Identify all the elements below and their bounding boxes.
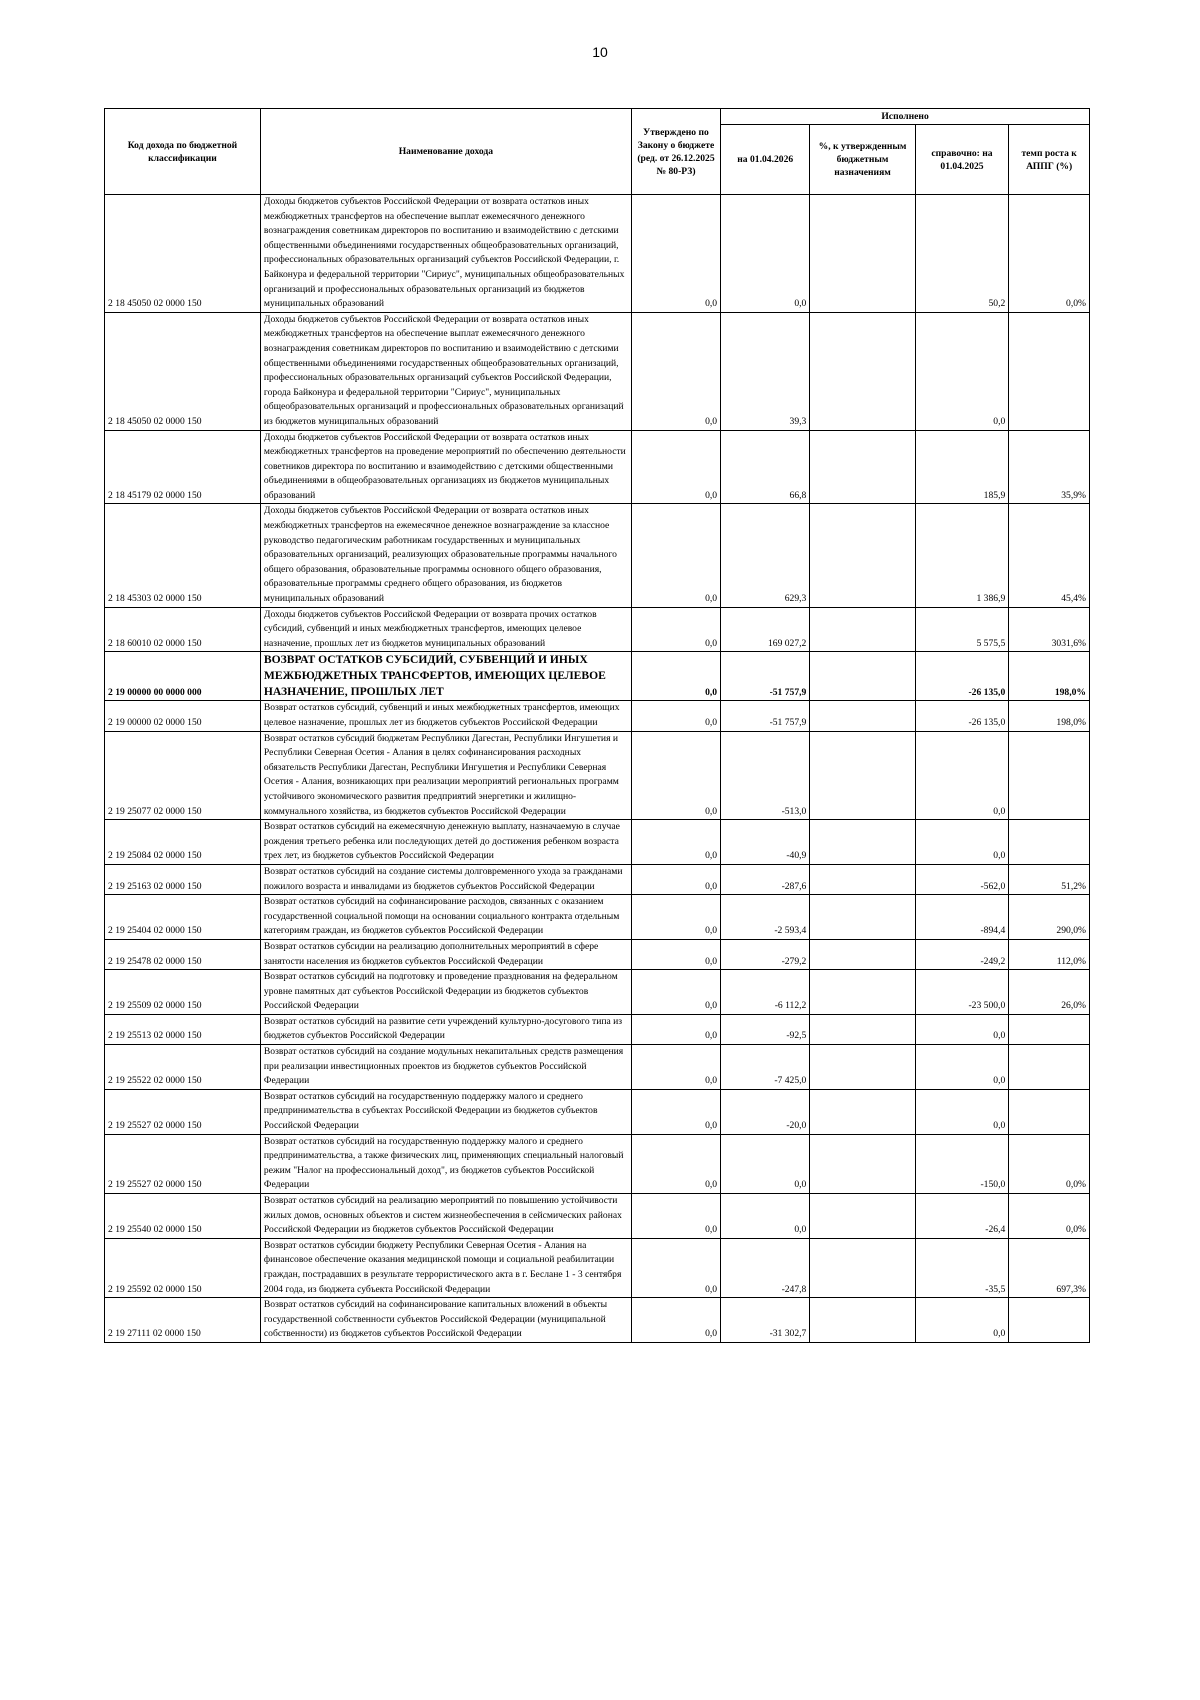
row-reference: -562,0 [915,864,1009,894]
row-pct [810,652,915,701]
row-pct [810,607,915,652]
row-name: Доходы бюджетов субъектов Российской Федерации от возврата остатков иных межбюджетных трансфертов на проведение мероприятий по обеспечению деятельности советников директора по воспитанию и взаимодействию с детскими общественными объединениями в общеобразовательных организациях из бюджетов муниципальных образований [260,430,631,504]
row-code: 2 19 25077 02 0000 150 [105,731,261,820]
header-name: Наименование дохода [260,109,631,195]
row-pct [810,701,915,731]
row-pct [810,430,915,504]
header-on-date: на 01.04.2026 [721,125,810,195]
row-growth: 0,0% [1009,1194,1090,1239]
row-approved: 0,0 [631,939,720,969]
header-pct-approved: %, к утвержденным бюджетным назначениям [810,125,915,195]
row-executed: -92,5 [721,1014,810,1044]
row-growth [1009,1014,1090,1044]
revenue-table [104,108,1090,1343]
header-reference: справочно: на 01.04.2025 [915,125,1009,195]
row-approved: 0,0 [631,1014,720,1044]
row-name: ВОЗВРАТ ОСТАТКОВ СУБСИДИЙ, СУБВЕНЦИЙ И ИНЫХ МЕЖБЮДЖЕТНЫХ ТРАНСФЕРТОВ, ИМЕЮЩИХ ЦЕЛЕВОЕ НАЗНАЧЕНИЕ, ПРОШЛЫХ ЛЕТ [260,652,631,701]
row-approved: 0,0 [631,1194,720,1239]
row-code: 2 19 25509 02 0000 150 [105,970,261,1015]
row-executed: -51 757,9 [721,652,810,701]
row-growth: 198,0% [1009,652,1090,701]
row-pct [810,195,915,313]
row-executed: -20,0 [721,1089,810,1134]
row-pct [810,1089,915,1134]
row-pct [810,1045,915,1090]
table-row [105,652,1090,701]
row-executed: 66,8 [721,430,810,504]
header-code: Код дохода по бюджетной классификации [105,109,261,195]
row-pct [810,939,915,969]
header-growth: темп роста к АППГ (%) [1009,125,1090,195]
row-reference: 185,9 [915,430,1009,504]
row-growth: 112,0% [1009,939,1090,969]
table-row [105,895,1090,940]
row-approved: 0,0 [631,970,720,1015]
table-row [105,607,1090,652]
row-reference: 0,0 [915,1045,1009,1090]
row-reference: 0,0 [915,1014,1009,1044]
table-row [105,970,1090,1015]
row-code: 2 19 25592 02 0000 150 [105,1238,261,1297]
row-code: 2 19 25084 02 0000 150 [105,820,261,865]
row-approved: 0,0 [631,1134,720,1193]
row-growth [1009,820,1090,865]
row-name: Возврат остатков субсидий бюджетам Республики Дагестан, Республики Ингушетия и Республики Северная Осетия - Алания в целях софинансирования расходных обязательств Республики Дагестан, Республики Ингушетия и Республики Северная Осетия - Алания, возникающих при реализации мероприятий региональных программ устойчивого экономического развития предприятий энергетики и жилищно-коммунального хозяйства, из бюджетов субъектов Российской Федерации [260,731,631,820]
row-code: 2 19 25522 02 0000 150 [105,1045,261,1090]
row-name: Возврат остатков субсидий на ежемесячную денежную выплату, назначаемую в случае рождения третьего ребенка или последующих детей до достижения ребенком возраста трех лет, из бюджетов субъектов Российской Федерации [260,820,631,865]
row-growth: 198,0% [1009,701,1090,731]
row-pct [810,1194,915,1239]
row-name: Возврат остатков субсидий на софинансирование расходов, связанных с оказанием государственной социальной помощи на основании социального контракта отдельным категориям граждан, из бюджетов субъектов Российской Федерации [260,895,631,940]
row-approved: 0,0 [631,504,720,607]
row-name: Возврат остатков субсидий на создание модульных некапитальных средств размещения при реализации инвестиционных проектов из бюджетов субъектов Российской Федерации [260,1045,631,1090]
table-row [105,1134,1090,1193]
table-row [105,820,1090,865]
table-row [105,864,1090,894]
row-reference: 0,0 [915,312,1009,430]
row-growth: 697,3% [1009,1238,1090,1297]
row-code: 2 19 25513 02 0000 150 [105,1014,261,1044]
row-approved: 0,0 [631,1238,720,1297]
table-header [105,109,1090,195]
row-approved: 0,0 [631,1089,720,1134]
row-growth [1009,1298,1090,1343]
row-reference: -249,2 [915,939,1009,969]
row-executed: -6 112,2 [721,970,810,1015]
row-pct [810,970,915,1015]
row-executed: -279,2 [721,939,810,969]
row-pct [810,1298,915,1343]
table-row [105,1089,1090,1134]
row-code: 2 18 45303 02 0000 150 [105,504,261,607]
row-approved: 0,0 [631,701,720,731]
row-name: Возврат остатков субсидий на софинансирование капитальных вложений в объекты государственной собственности субъектов Российской Федерации (муниципальной собственности) из бюджетов субъектов Российской Федерации [260,1298,631,1343]
row-reference: 0,0 [915,820,1009,865]
row-code: 2 18 45050 02 0000 150 [105,312,261,430]
row-pct [810,731,915,820]
row-code: 2 19 25527 02 0000 150 [105,1089,261,1134]
row-reference: 5 575,5 [915,607,1009,652]
row-reference: -894,4 [915,895,1009,940]
row-growth: 51,2% [1009,864,1090,894]
row-name: Возврат остатков субсидий на развитие сети учреждений культурно-досугового типа из бюджетов субъектов Российской Федерации [260,1014,631,1044]
row-executed: 0,0 [721,195,810,313]
row-reference: -35,5 [915,1238,1009,1297]
row-approved: 0,0 [631,607,720,652]
row-reference: -26,4 [915,1194,1009,1239]
header-executed-group: Исполнено [721,109,1090,125]
row-approved: 0,0 [631,1298,720,1343]
row-growth [1009,1089,1090,1134]
row-growth: 290,0% [1009,895,1090,940]
row-approved: 0,0 [631,820,720,865]
row-executed: -2 593,4 [721,895,810,940]
row-executed: -247,8 [721,1238,810,1297]
table-row [105,1045,1090,1090]
row-name: Доходы бюджетов субъектов Российской Федерации от возврата прочих остатков субсидий, субвенций и иных межбюджетных трансфертов, имеющих целевое назначение, прошлых лет из бюджетов муниципальных образований [260,607,631,652]
row-growth: 26,0% [1009,970,1090,1015]
row-name: Доходы бюджетов субъектов Российской Федерации от возврата остатков иных межбюджетных трансфертов на обеспечение выплат ежемесячного денежного вознаграждения советникам директоров по воспитанию и взаимодействию с детскими общественными объединениями государственных общеобразовательных организаций, профессиональных образовательных организаций субъектов Российской Федерации, города Байконура и федеральной территории "Сириус", муниципальных общеобразовательных организаций и профессиональных образовательных организаций из бюджетов муниципальных образований [260,312,631,430]
row-code: 2 19 25404 02 0000 150 [105,895,261,940]
row-approved: 0,0 [631,895,720,940]
row-name: Возврат остатков субсидий на государственную поддержку малого и среднего предпринимательства в субъектах Российской Федерации из бюджетов субъектов Российской Федерации [260,1089,631,1134]
row-pct [810,1134,915,1193]
table-row [105,1014,1090,1044]
row-reference: -23 500,0 [915,970,1009,1015]
row-code: 2 19 25163 02 0000 150 [105,864,261,894]
table-row [105,1194,1090,1239]
row-code: 2 19 27111 02 0000 150 [105,1298,261,1343]
row-pct [810,864,915,894]
row-growth: 0,0% [1009,1134,1090,1193]
row-code: 2 19 25527 02 0000 150 [105,1134,261,1193]
row-name: Возврат остатков субсидии бюджету Республики Северная Осетия - Алания на финансовое обеспечение оказания медицинской помощи и социальной реабилитации граждан, пострадавших в результате террористического акта в г. Беслане 1 - 3 сентября 2004 года, из бюджета субъекта Российской Федерации [260,1238,631,1297]
row-reference: -150,0 [915,1134,1009,1193]
row-name: Доходы бюджетов субъектов Российской Федерации от возврата остатков иных межбюджетных трансфертов на обеспечение выплат ежемесячного денежного вознаграждения советникам директоров по воспитанию и взаимодействию с детскими общественными объединениями государственных общеобразовательных организаций, профессиональных образовательных организаций субъектов Российской Федерации, г. Байконура и федеральной территории "Сириус", муниципальных общеобразовательных организаций и профессиональных образовательных организаций из бюджетов муниципальных образований [260,195,631,313]
table-body [105,195,1090,1343]
row-reference: 0,0 [915,1089,1009,1134]
row-code: 2 18 60010 02 0000 150 [105,607,261,652]
table-row [105,504,1090,607]
row-executed: -513,0 [721,731,810,820]
table-row [105,195,1090,313]
row-approved: 0,0 [631,312,720,430]
row-name: Возврат остатков субсидий, субвенций и иных межбюджетных трансфертов, имеющих целевое назначение, прошлых лет из бюджетов субъектов Российской Федерации [260,701,631,731]
row-pct [810,820,915,865]
table-row [105,1238,1090,1297]
row-code: 2 19 00000 02 0000 150 [105,701,261,731]
row-code: 2 19 25478 02 0000 150 [105,939,261,969]
row-reference: 0,0 [915,1298,1009,1343]
row-pct [810,1238,915,1297]
row-approved: 0,0 [631,864,720,894]
row-executed: 169 027,2 [721,607,810,652]
row-approved: 0,0 [631,731,720,820]
row-code: 2 18 45179 02 0000 150 [105,430,261,504]
row-executed: -7 425,0 [721,1045,810,1090]
row-name: Возврат остатков субсидии на реализацию дополнительных мероприятий в сфере занятости населения из бюджетов субъектов Российской Федерации [260,939,631,969]
row-reference: 1 386,9 [915,504,1009,607]
table-row [105,1298,1090,1343]
table-row [105,731,1090,820]
row-pct [810,312,915,430]
table-row [105,430,1090,504]
row-name: Возврат остатков субсидий на подготовку и проведение празднования на федеральном уровне памятных дат субъектов Российской Федерации из бюджетов субъектов Российской Федерации [260,970,631,1015]
row-executed: 0,0 [721,1194,810,1239]
row-executed: -51 757,9 [721,701,810,731]
header-approved: Утверждено по Закону о бюджете (ред. от 26.12.2025 № 80-РЗ) [631,109,720,195]
row-reference: 0,0 [915,731,1009,820]
row-growth [1009,312,1090,430]
row-code: 2 19 25540 02 0000 150 [105,1194,261,1239]
row-growth [1009,731,1090,820]
row-name: Возврат остатков субсидий на создание системы долговременного ухода за гражданами пожилого возраста и инвалидами из бюджетов субъектов Российской Федерации [260,864,631,894]
row-executed: 39,3 [721,312,810,430]
row-reference: -26 135,0 [915,652,1009,701]
table-row [105,312,1090,430]
table-row [105,701,1090,731]
row-pct [810,504,915,607]
row-executed: 0,0 [721,1134,810,1193]
row-reference: -26 135,0 [915,701,1009,731]
row-executed: -40,9 [721,820,810,865]
row-approved: 0,0 [631,195,720,313]
row-approved: 0,0 [631,652,720,701]
row-growth: 35,9% [1009,430,1090,504]
row-code: 2 18 45050 02 0000 150 [105,195,261,313]
row-name: Возврат остатков субсидий на реализацию мероприятий по повышению устойчивости жилых домов, основных объектов и систем жизнеобеспечения в сейсмических районах Российской Федерации из бюджетов субъектов Российской Федерации [260,1194,631,1239]
row-growth: 0,0% [1009,195,1090,313]
row-executed: -287,6 [721,864,810,894]
row-code: 2 19 00000 00 0000 000 [105,652,261,701]
table-row [105,939,1090,969]
page-number: 10 [592,44,608,60]
row-executed: 629,3 [721,504,810,607]
row-growth: 3031,6% [1009,607,1090,652]
row-name: Доходы бюджетов субъектов Российской Федерации от возврата остатков иных межбюджетных трансфертов на ежемесячное денежное вознаграждение за классное руководство педагогическим работникам государственных и муниципальных образовательных организаций, реализующих образовательные программы начального общего образования, образовательные программы основного общего образования, образовательные программы среднего общего образования, из бюджетов муниципальных образований [260,504,631,607]
row-executed: -31 302,7 [721,1298,810,1343]
row-approved: 0,0 [631,430,720,504]
row-pct [810,1014,915,1044]
row-growth [1009,1045,1090,1090]
row-pct [810,895,915,940]
row-approved: 0,0 [631,1045,720,1090]
row-growth: 45,4% [1009,504,1090,607]
row-name: Возврат остатков субсидий на государственную поддержку малого и среднего предпринимательства, а также физических лиц, применяющих специальный налоговый режим "Налог на профессиональный доход", из бюджетов субъектов Российской Федерации [260,1134,631,1193]
row-reference: 50,2 [915,195,1009,313]
